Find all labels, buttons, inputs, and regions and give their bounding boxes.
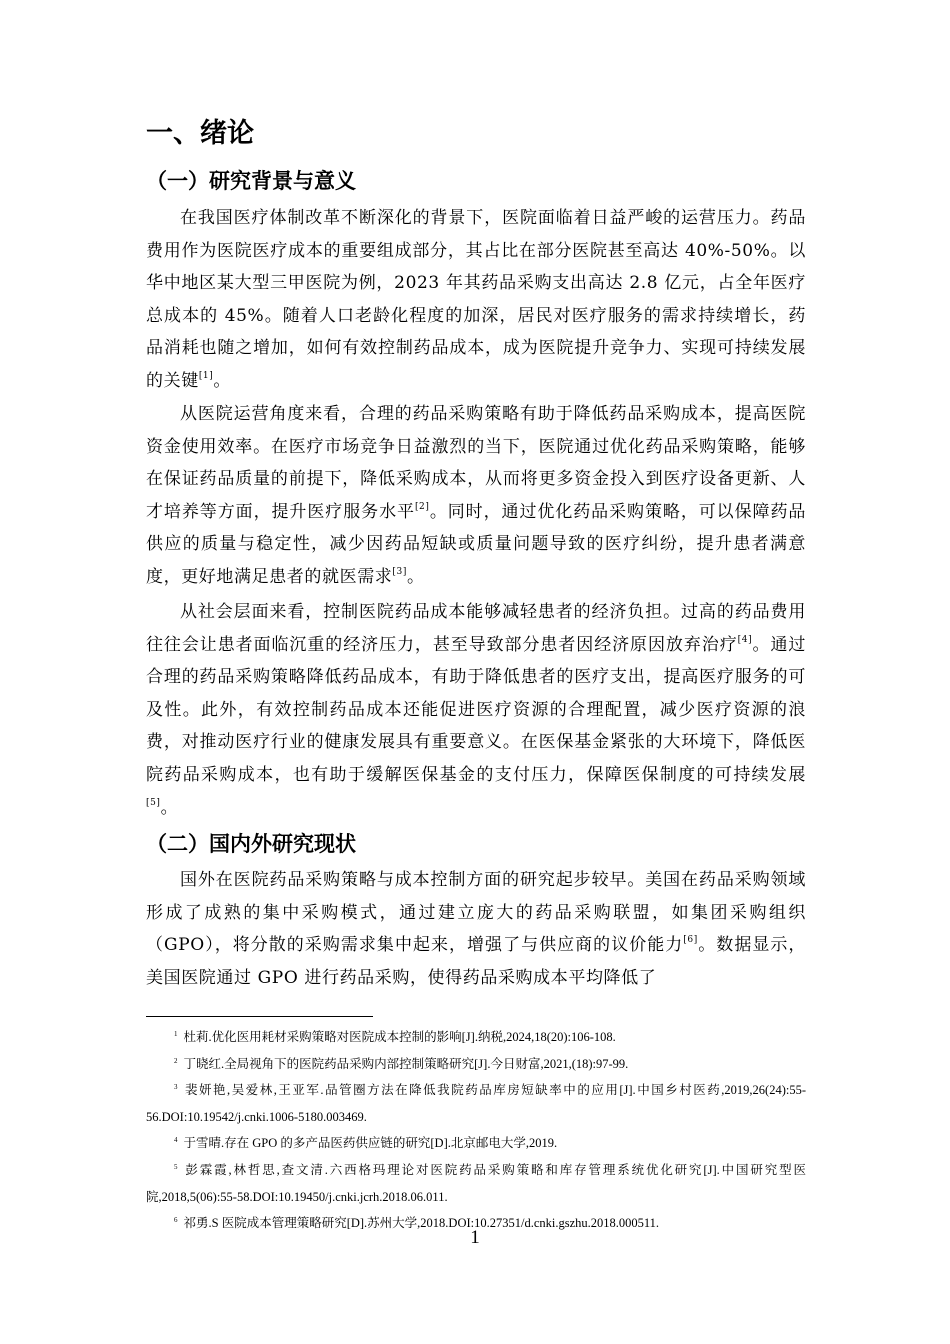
citation-ref: [1]	[198, 370, 214, 381]
footnote	[146, 1051, 806, 1078]
paragraph-text: 在我国医疗体制改革不断深化的背景下，医院面临着日益严峻的运营压力。药品费用作为医院医疗成本的重要组成部分，其占比在部分医院甚至高达 40%-50%。以华中地区某大型三甲医院为例，2023 年其药品采购支出高达 2.8 亿元，占全年医疗总成本的 45%。随着人口老龄化程度的加深，居民对医疗服务的需求持续增长，药品消耗也随之增加，如何有效控制药品成本，成为医院提升竞争力、实现可持续发展的关键	[146, 208, 806, 391]
paragraph-text: 。通过合理的药品采购策略降低药品成本，有助于降低患者的医疗支出，提高医疗服务的可及性。此外，有效控制药品成本还能促进医疗资源的合理配置，减少医疗资源的浪费，对推动医疗行业的健康发展具有重要意义。在医保基金紧张的大环境下，降低医院药品采购成本，也有助于缓解医保基金的支付压力，保障医保制度的可持续发展	[146, 634, 806, 785]
paragraph-text: 。	[213, 370, 231, 391]
footnote-text: 丁晓红.全局视角下的医院药品采购内部控制策略研究[J].今日财富,2021,(18):97-99.	[183, 1056, 629, 1071]
body-paragraph	[146, 202, 806, 398]
footnote-mark: 1	[174, 1030, 178, 1038]
footnote-text: 彭霖霞,林哲思,查文清.六西格玛理论对医院药品采购策略和库存管理系统优化研究[J].中国研究型医院,2018,5(06):55-58.DOI:10.19450/j.cnki.jcrh.2018.06.011.	[146, 1162, 806, 1204]
body-paragraph	[146, 398, 806, 594]
citation-ref: [6]	[683, 935, 698, 946]
paragraph-text: 。	[160, 797, 179, 818]
footnote-text: 裴妍艳,吴爱林,王亚军.品管圈方法在降低我院药品库房短缺率中的应用[J].中国乡村医药,2019,26(24):55-56.DOI:10.19542/j.cnki.1006-5180.003469.	[146, 1083, 806, 1124]
page-number: 1	[470, 1227, 480, 1248]
paragraph-text: 国外在医院药品采购策略与成本控制方面的研究起步较早。美国在药品采购领域形成了成熟的集中采购模式，通过建立庞大的药品采购联盟，如集团采购组织（GPO），将分散的采购需求集中起来，增强了与供应商的议价能力	[146, 870, 806, 956]
paragraph-text: 。数据显示，美国医院通过 GPO 进行药品采购，使得药品采购成本平均降低了	[146, 935, 806, 988]
paragraph-text: 从医院运营角度来看，合理的药品采购策略有助于降低药品采购成本，提高医院资金使用效率。在医疗市场竞争日益激烈的当下，医院通过优化药品采购策略，能够在保证药品质量的前提下，降低采购成本，从而将更多资金投入到医疗设备更新、人才培养等方面，提升医疗服务水平	[146, 404, 806, 522]
paragraph-text: 。同时，通过优化药品采购策略，可以保障药品供应的质量与稳定性，减少因药品短缺或质量问题导致的医疗纠纷，提升患者满意度，更好地满足患者的就医需求	[146, 501, 806, 587]
footnote-mark: 3	[174, 1083, 178, 1092]
footnotes	[146, 1024, 806, 1237]
footnote	[146, 1077, 806, 1130]
paragraph-text: 从社会层面来看，控制医院药品成本能够减轻患者的经济负担。过高的药品费用往往会让患者面临沉重的经济压力，甚至导致部分患者因经济原因放弃治疗	[146, 602, 806, 655]
footnote-mark: 2	[174, 1056, 178, 1065]
paragraph-text: 。	[406, 566, 425, 587]
footnote	[146, 1157, 806, 1210]
citation-ref: [2]	[414, 501, 430, 512]
citation-ref: [3]	[392, 566, 407, 577]
citation-ref: [5]	[146, 797, 161, 808]
footnote-text: 祁勇.S 医院成本管理策略研究[D].苏州大学,2018.DOI:10.27351/d.cnki.gszhu.2018.000511.	[183, 1216, 660, 1231]
footnote-mark: 6	[174, 1216, 178, 1225]
citation-ref: [4]	[737, 634, 753, 645]
section-heading-background: （一）研究背景与意义	[146, 169, 356, 193]
footnote-mark: 4	[174, 1136, 178, 1145]
body-paragraph	[146, 864, 806, 994]
footnote	[146, 1024, 806, 1051]
footnote-text: 于雪晴.存在 GPO 的多产品医药供应链的研究[D].北京邮电大学,2019.	[183, 1136, 558, 1151]
footnote-mark: 5	[174, 1162, 178, 1171]
footnote	[146, 1130, 806, 1157]
section-heading-research-status: （二）国内外研究现状	[146, 832, 356, 856]
footnote-separator	[146, 1016, 373, 1017]
body-paragraph	[146, 596, 806, 824]
footnote-text: 杜莉.优化医用耗材采购策略对医院成本控制的影响[J].纳税,2024,18(20):106-108.	[183, 1030, 616, 1044]
chapter-heading: 一、绪论	[146, 118, 254, 149]
